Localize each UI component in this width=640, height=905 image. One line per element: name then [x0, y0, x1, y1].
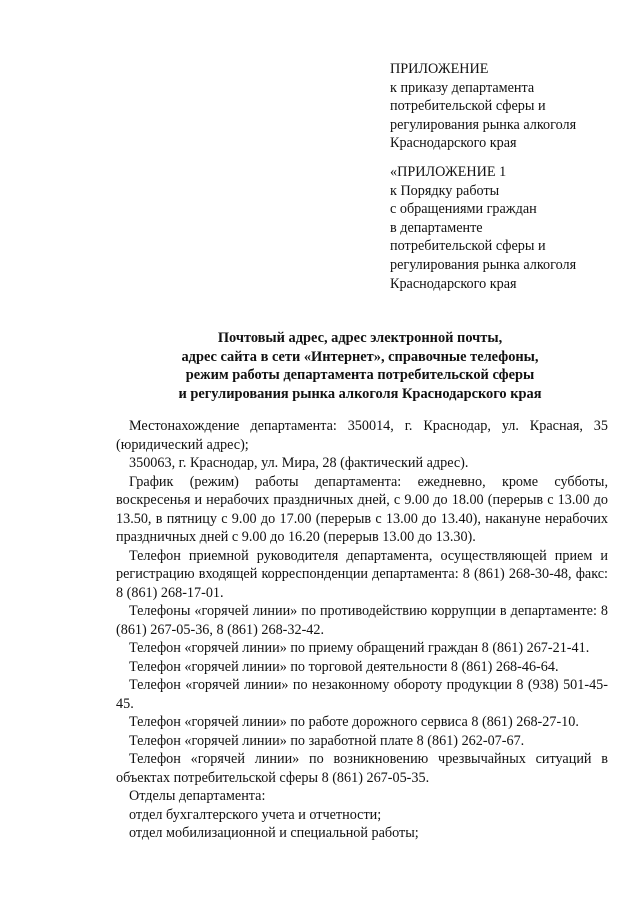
appendix1-line: с обращениями граждан: [390, 201, 537, 218]
paragraph-illegal-turnover-hotline: Телефон «горячей линии» по незаконному обороту продукции 8 (938) 501-45-45.: [116, 677, 608, 712]
paragraph-anticorruption-hotline: Телефоны «горячей линии» по противодействию коррупции в департаменте: 8 (861) 267-05-36, 8 (861) 268-32-42.: [116, 603, 608, 638]
appendix-header: [390, 60, 576, 153]
paragraph-location: Местонахождение департамента: 350014, г. Краснодар, ул. Красная, 35 (юридический адрес);: [116, 418, 608, 453]
paragraph-department-item: отдел мобилизационной и специальной работы;: [129, 825, 419, 841]
title-line: адрес сайта в сети «Интернет», справочные телефоны,: [181, 348, 539, 365]
appendix-line: к приказу департамента: [390, 79, 535, 96]
appendix1-line: регулирования рынка алкоголя: [390, 256, 577, 273]
appendix1-line: к Порядку работы: [390, 182, 500, 199]
title-line: Почтовый адрес, адрес электронной почты,: [217, 330, 503, 346]
paragraph-citizen-appeals-hotline: Телефон «горячей линии» по приему обращений граждан 8 (861) 267-21-41.: [129, 640, 590, 656]
paragraph-trade-hotline: Телефон «горячей линии» по торговой деятельности 8 (861) 268-46-64.: [129, 658, 559, 675]
appendix-line: регулирования рынка алкоголя: [390, 116, 577, 133]
appendix1-line: Краснодарского края: [390, 275, 517, 292]
appendix1-line: в департаменте: [390, 219, 483, 236]
paragraph-departments-heading: Отделы департамента:: [129, 788, 266, 804]
paragraph-road-service-hotline: Телефон «горячей линии» по работе дорожного сервиса 8 (861) 268-27-10.: [129, 714, 579, 730]
appendix1-line: потребительской сферы и: [390, 238, 546, 255]
appendix1-header: [390, 163, 576, 293]
document-body: [116, 417, 608, 843]
appendix1-line: «ПРИЛОЖЕНИЕ 1: [390, 164, 507, 180]
appendix-line: Краснодарского края: [390, 135, 517, 152]
paragraph-reception-phone: Телефон приемной руководителя департамента, осуществляющей прием и регистрацию входящей корреспонденции департамента: 8 (861) 268-30-48, факс: 8 (861) 268-17-01.: [116, 547, 608, 601]
paragraph-department-item: отдел бухгалтерского учета и отчетности;: [129, 806, 382, 823]
paragraph-salary-hotline: Телефон «горячей линии» по заработной плате 8 (861) 262-07-67.: [129, 732, 525, 749]
appendix-line: ПРИЛОЖЕНИЕ: [390, 61, 489, 77]
paragraph-schedule: График (режим) работы департамента: ежедневно, кроме субботы, воскресенья и нерабочих праздничных дней, с 9.00 до 18.00 (перерыв с 13.00 до 13.50, в пятницу с 9.00 до 17.00 (перерыв с 13.00 до 13.40), накануне нерабочих праздничных дней с 9.00 до 16.20 (перерыв 13.00 до 13.30).: [116, 473, 608, 545]
paragraph-emergency-hotline: Телефон «горячей линии» по возникновению чрезвычайных ситуаций в объектах потребительской сферы 8 (861) 267-05-35.: [116, 751, 608, 786]
title-line: режим работы департамента потребительской сферы: [185, 367, 535, 384]
paragraph-actual-address: 350063, г. Краснодар, ул. Мира, 28 (фактический адрес).: [129, 455, 469, 471]
title-line: и регулирования рынка алкоголя Краснодарского края: [178, 386, 542, 403]
appendix-line: потребительской сферы и: [390, 98, 546, 115]
document-title: [100, 329, 620, 404]
